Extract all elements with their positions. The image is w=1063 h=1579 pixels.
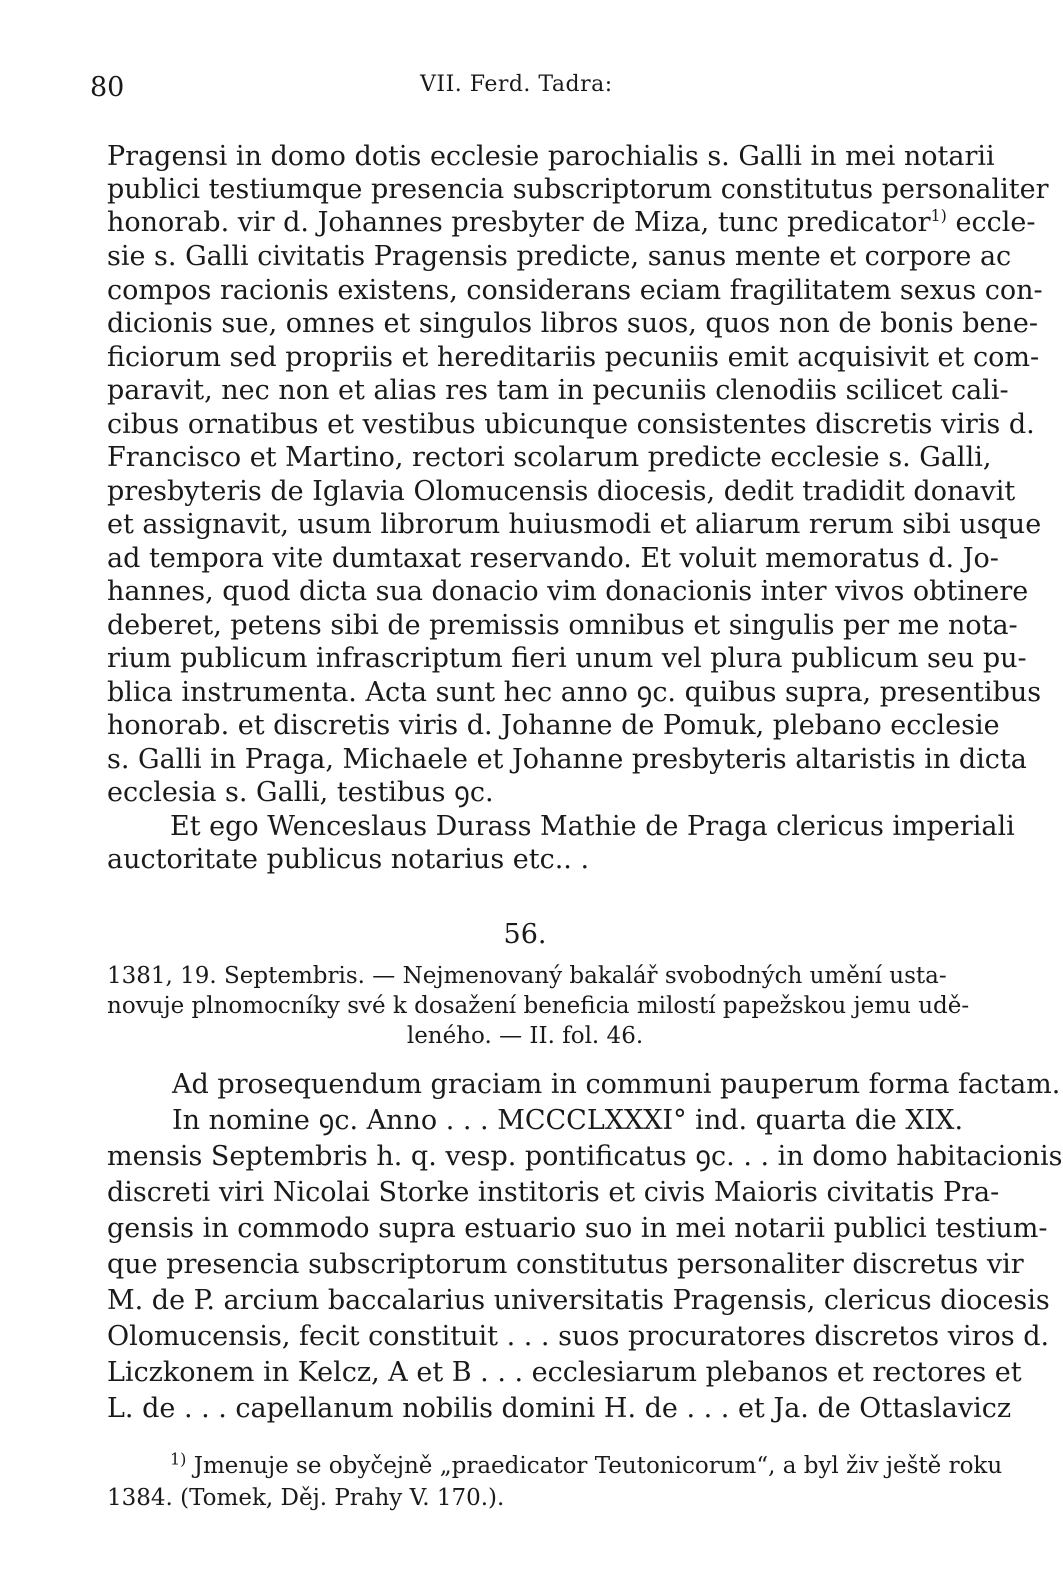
text-line: Liczkonem in Kelcz, A et B . . . ecclesiarum plebanos et rectores et — [107, 1357, 1022, 1388]
text-line: sie s. Galli civitatis Pragensis predicte, sanus mente et corpore ac — [107, 241, 1012, 272]
footnote-reference: 1) — [930, 206, 947, 225]
text-line: deberet, petens sibi de premissis omnibus et singulis per me nota- — [107, 610, 1018, 641]
footnote-line: 1384. (Tomek, Děj. Prahy V. 170.). — [107, 1485, 505, 1511]
text-line: dicionis sue, omnes et singulos libros suos, quos non de bonis bene- — [107, 308, 1038, 339]
text-line: discreti viri Nicolai Storke institoris et civis Maioris civitatis Pra- — [107, 1177, 1000, 1208]
text-line: Francisco et Martino, rectori scolarum predicte ecclesie s. Galli, — [107, 442, 992, 473]
regest-line: 1381, 19. Septembris. — Nejmenovaný bakalář svobodných umění usta- — [107, 963, 947, 989]
footnote-mark: 1) — [170, 1449, 187, 1469]
text-line: ficiorum sed propriis et hereditariis pecuniis emit acquisivit et com- — [107, 342, 1040, 373]
text-line: In nomine ꝯc. Anno . . . MCCCLXXXI° ind. quarta die XIX. — [172, 1105, 964, 1136]
text-line: L. de . . . capellanum nobilis domini H. de . . . et Ja. de Ottaslavicz — [107, 1393, 1012, 1424]
text-line: cibus ornatibus et vestibus ubicunque consistentes discretis viris d. — [107, 409, 1035, 440]
text-line: blica instrumenta. Acta sunt hec anno ꝯc. quibus supra, presentibus — [107, 677, 1042, 708]
page-number: 80 — [90, 72, 125, 103]
entry-number: 56. — [503, 919, 547, 950]
running-title: VII. Ferd. Tadra: — [420, 72, 613, 97]
text-line: que presencia subscriptorum constitutus personaliter discretus vir — [107, 1249, 1024, 1280]
text-line: Olomucensis, fecit constituit . . . suos procuratores discretos viros d. — [107, 1321, 1050, 1352]
text-line: presbyteris de Iglavia Olomucensis diocesis, dedit tradidit donavit — [107, 476, 1016, 507]
text-line — [107, 206, 1036, 239]
text-line: gensis in commodo supra estuario suo in mei notarii publici testium- — [107, 1213, 1048, 1244]
text-line: honorab. et discretis viris d. Johanne de Pomuk, plebano ecclesie — [107, 710, 1000, 741]
text-line: et assignavit, usum librorum huiusmodi et aliarum rerum sibi usque — [107, 509, 1042, 540]
text-line: s. Galli in Praga, Michaele et Johanne presbyteris altaristis in dicta — [107, 744, 1027, 775]
footnote-text: Jmenuje se obyčejně „praedicator Teutonicorum“, a byl živ ještě roku — [193, 1453, 1003, 1479]
footnote-line — [170, 1449, 1003, 1480]
regest-line: leného. — II. fol. 46. — [406, 1023, 644, 1049]
text-segment: eccle- — [955, 207, 1036, 238]
text-line: ad tempora vite dumtaxat reservando. Et voluit memoratus d. Jo- — [107, 543, 999, 574]
text-line: paravit, nec non et alias res tam in pecuniis clenodiis scilicet cali- — [107, 375, 1009, 406]
text-line: publici testiumque presencia subscriptorum constitutus personaliter — [107, 174, 1049, 205]
text-line: M. de P. arcium baccalarius universitatis Pragensis, clericus diocesis — [107, 1285, 1050, 1316]
text-line: ecclesia s. Galli, testibus ꝯc. — [107, 777, 494, 808]
text-line: Ad prosequendum graciam in communi pauperum forma factam. — [172, 1069, 1061, 1100]
text-line: compos racionis existens, considerans eciam fragilitatem sexus con- — [107, 275, 1043, 306]
text-line: mensis Septembris h. q. vesp. pontificatus ꝯc. . . in domo habitacionis — [107, 1141, 1063, 1172]
text-line: auctoritate publicus notarius etc.. . — [107, 844, 590, 875]
text-segment: honorab. vir d. Johannes presbyter de Miza, tunc predicator — [107, 207, 931, 238]
text-line: hannes, quod dicta sua donacio vim donacionis inter vivos obtinere — [107, 576, 1029, 607]
text-line: Et ego Wenceslaus Durass Mathie de Praga clericus imperiali — [170, 811, 1015, 842]
text-line: Pragensi in domo dotis ecclesie parochialis s. Galli in mei notarii — [107, 141, 995, 172]
text-line: rium publicum infrascriptum fieri unum vel plura publicum seu pu- — [107, 643, 1027, 674]
regest-line: novuje plnomocníky své k dosažení beneficia milostí papežskou jemu udě- — [107, 993, 970, 1019]
